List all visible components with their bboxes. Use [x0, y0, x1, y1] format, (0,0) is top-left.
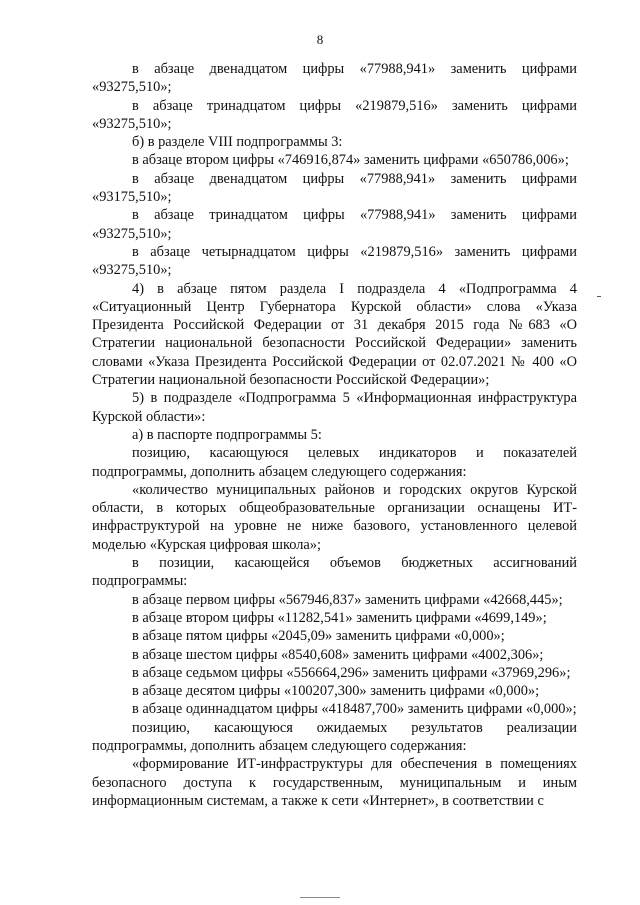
paragraph: в абзаце тринадцатом цифры «219879,516» заменить цифрами «93275,510»; [92, 97, 577, 132]
paragraph: в абзаце одиннадцатом цифры «418487,700» заменить цифрами «0,000»; [132, 701, 577, 718]
paragraph: в позиции, касающейся объемов бюджетных ассигнований подпрограммы: [92, 555, 577, 590]
paragraph: в абзаце шестом цифры «8540,608» заменить цифрами «4002,306»; [132, 646, 544, 663]
paragraph: в абзаце пятом цифры «2045,09» заменить цифрами «0,000»; [132, 628, 505, 645]
paragraph: а) в паспорте подпрограммы 5: [132, 426, 322, 443]
paragraph: в абзаце тринадцатом цифры «77988,941» заменить цифрами «93275,510»; [92, 207, 577, 242]
paragraph: позицию, касающуюся ожидаемых результатов реализации подпрограммы, дополнить абзацем следующего содержания: [92, 719, 577, 754]
paragraph: в абзаце четырнадцатом цифры «219879,516» заменить цифрами «93275,510»; [92, 243, 577, 279]
paragraph: «количество муниципальных районов и городских округов Курской области, в которых общеобразовательные организации оснащены ИТ-инфраструктурой на уровне не ниже базового, установленного целевой моделью «Курская цифровая школа»; [92, 481, 577, 553]
scan-margin-mark [597, 296, 601, 297]
paragraph: 4) в абзаце пятом раздела I подраздела 4 «Подпрограмма 4 «Ситуационный Центр Губернатора Курской области» слова «Указа Президента Российской Федерации от 31 декабря 2015 года №683 «О Стратегии национальной безопасности Российской Федерации» заменить словами «Указа Президента Российской Федерации от 02.07.2021 № 400 «О Стратегии национальной безопасности Российской Федерации»; [92, 280, 577, 389]
paragraph: в абзаце десятом цифры «100207,300» заменить цифрами «0,000»; [132, 683, 540, 700]
paragraph: 5) в подразделе «Подпрограмма 5 «Информационная инфраструктура Курской области»: [92, 390, 577, 425]
paragraph: в абзаце двенадцатом цифры «77988,941» заменить цифрами «93175,510»; [92, 170, 577, 206]
paragraph: в абзаце втором цифры «746916,874» заменить цифрами «650786,006»; [132, 152, 569, 169]
paragraph: б) в разделе VIII подпрограммы 3: [132, 134, 343, 151]
paragraph: «формирование ИТ-инфраструктуры для обеспечения в помещениях безопасного доступа к государственным, муниципальным и иным информационным системам, а также к сети «Интернет», в соответствии с [92, 756, 577, 809]
scan-bottom-mark [300, 897, 340, 898]
paragraph: позицию, касающуюся целевых индикаторов и показателей подпрограммы, дополнить абзацем следующего содержания: [92, 445, 577, 480]
paragraph: в абзаце втором цифры «11282,541» заменить цифрами «4699,149»; [132, 609, 547, 626]
document-body [92, 60, 577, 810]
paragraph: в абзаце двенадцатом цифры «77988,941» заменить цифрами «93275,510»; [92, 61, 577, 96]
page-number: 8 [316, 32, 324, 47]
paragraph: в абзаце седьмом цифры «556664,296» заменить цифрами «37969,296»; [132, 664, 571, 681]
paragraph: в абзаце первом цифры «567946,837» заменить цифрами «42668,445»; [132, 591, 563, 608]
